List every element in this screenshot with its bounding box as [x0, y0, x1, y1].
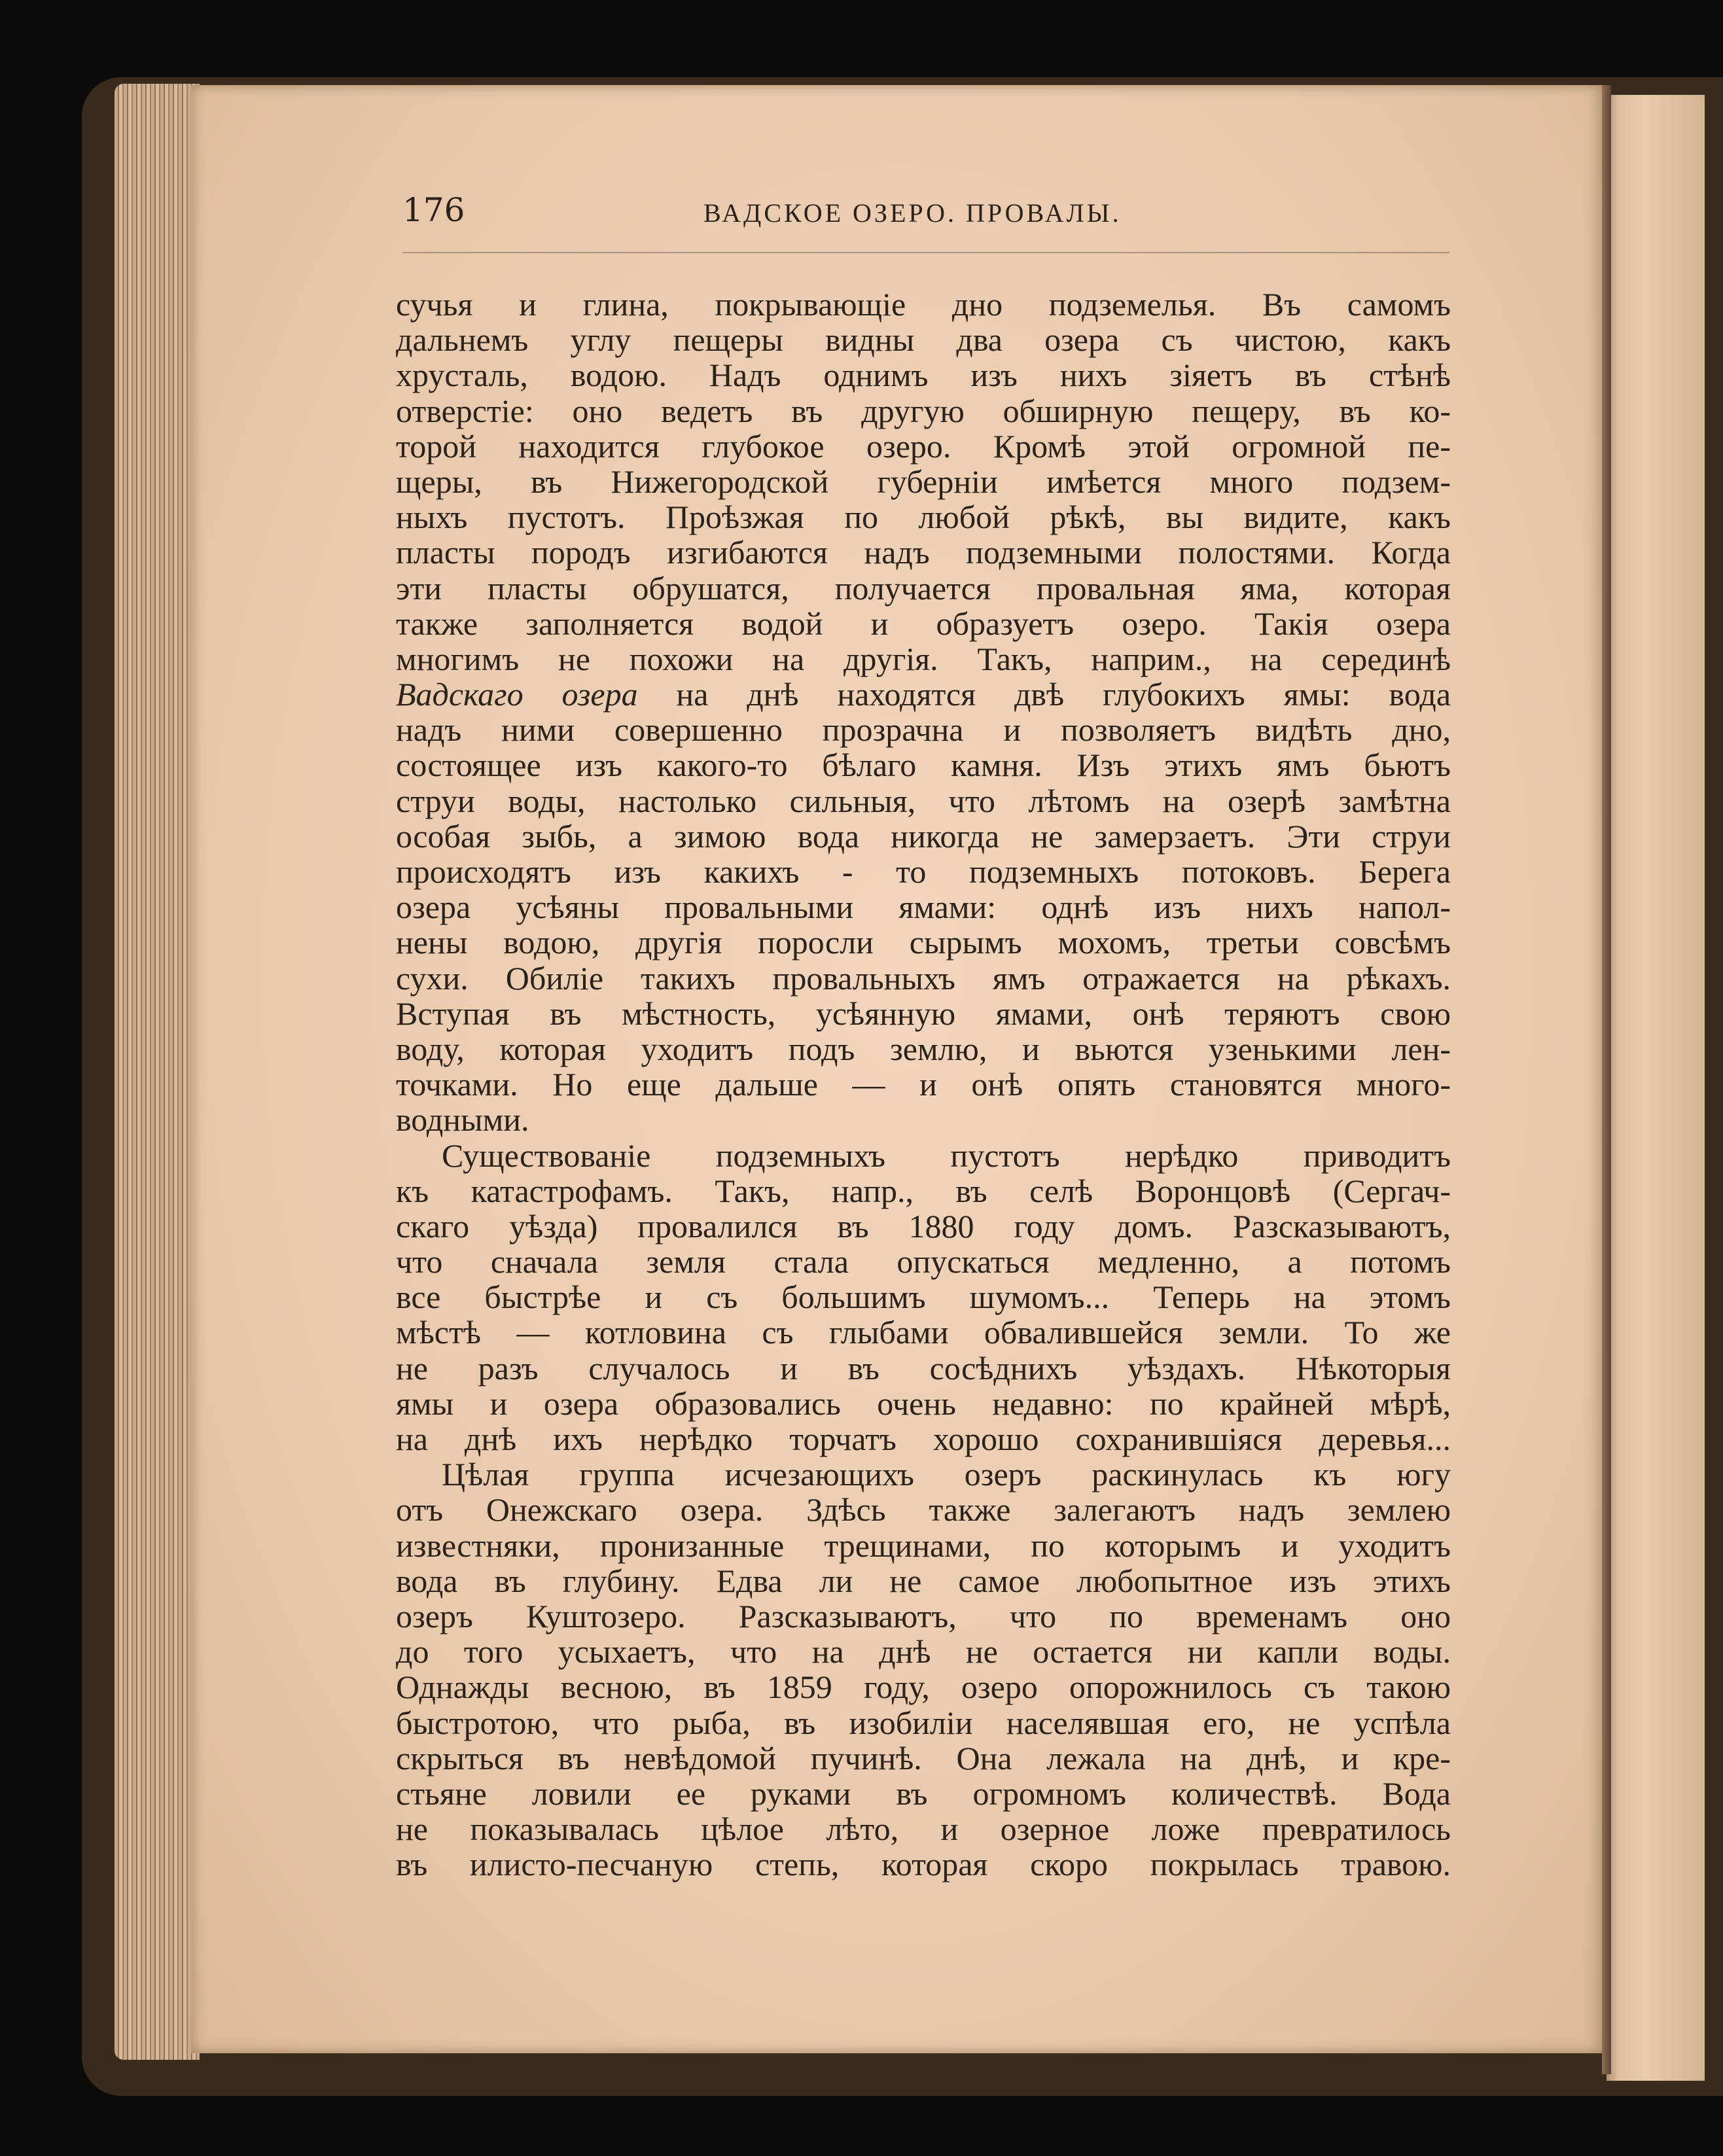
- text-line: ямы и озера образовались очень недавно: по крайней мѣрѣ,: [396, 1385, 1451, 1422]
- text-line-with-italic: [396, 677, 1451, 712]
- page-number: 176: [402, 191, 465, 229]
- text-line: водными.: [396, 1101, 529, 1139]
- italic-phrase: Вадскаго озера: [396, 676, 638, 713]
- text-line: дальнемъ углу пещеры видны два озера съ чистою, какъ: [396, 321, 1451, 359]
- paragraph-1: [396, 287, 1451, 1138]
- text-line: происходятъ изъ какихъ - то подземныхъ потоковъ. Берега: [396, 853, 1451, 890]
- text-line: мѣстѣ — котловина съ глыбами обвалившейся земли. То же: [396, 1314, 1451, 1351]
- body-text: [396, 287, 1451, 1882]
- text-line-rest: на днѣ находятся двѣ глубокихъ ямы: вода: [637, 676, 1451, 713]
- text-line: торой находится глубокое озеро. Кромѣ этой огромной пе-: [396, 427, 1451, 465]
- header-rule: [402, 252, 1449, 253]
- text-line: все быстрѣе и съ большимъ шумомъ... Теперь на этомъ: [396, 1279, 1451, 1316]
- text-line: что сначала земля стала опускаться медленно, а потомъ: [396, 1243, 1451, 1281]
- text-line: къ катастрофамъ. Такъ, напр., въ селѣ Воронцовѣ (Сергач-: [396, 1172, 1451, 1209]
- page-header: [402, 191, 1449, 243]
- text-line: сучья и глина, покрывающіе дно подземелья. Въ самомъ: [396, 286, 1451, 323]
- text-line: отверстіе: оно ведетъ въ другую обширную пещеру, въ ко-: [396, 392, 1451, 429]
- text-line: скаго уѣзда) провалился въ 1880 году домъ. Разсказываютъ,: [396, 1207, 1451, 1245]
- text-line: Однажды весною, въ 1859 году, озеро опорожнилось съ такою: [396, 1669, 1451, 1706]
- text-line: сухи. Обиліе такихъ провальныхъ ямъ отражается на рѣкахъ.: [396, 959, 1451, 997]
- text-line: хрусталь, водою. Надъ однимъ изъ нихъ зіяетъ въ стѣнѣ: [396, 357, 1451, 394]
- text-line: быстротою, что рыба, въ изобиліи населявшая его, не успѣла: [396, 1704, 1451, 1741]
- text-line: струи воды, настолько сильныя, что лѣтомъ на озерѣ замѣтна: [396, 782, 1451, 819]
- text-line: не разъ случалось и въ сосѣднихъ уѣздахъ. Нѣкоторыя: [396, 1349, 1451, 1387]
- text-line: озеръ Куштозеро. Разсказываютъ, что по временамъ оно: [396, 1597, 1451, 1635]
- text-line: скрыться въ невѣдомой пучинѣ. Она лежала на днѣ, и кре-: [396, 1739, 1451, 1776]
- paragraph-2: [396, 1138, 1451, 1457]
- text-line: эти пласты обрушатся, получается провальная яма, которая: [396, 569, 1451, 607]
- text-line: состоящее изъ какого-то бѣлаго камня. Изъ этихъ ямъ бьютъ: [396, 747, 1451, 784]
- text-line: надъ ними совершенно прозрачна и позволяетъ видѣть дно,: [396, 711, 1451, 749]
- text-line: на днѣ ихъ нерѣдко торчатъ хорошо сохранившіяся деревья...: [396, 1421, 1451, 1457]
- text-line: до того усыхаетъ, что на днѣ не остается ни капли воды.: [396, 1633, 1451, 1670]
- page-gutter: [1602, 85, 1611, 2074]
- text-line: въ илисто-песчаную степь, которая скоро покрылась травою.: [396, 1846, 1451, 1883]
- text-line: Существованіе подземныхъ пустотъ нерѣдко приводитъ: [442, 1137, 1451, 1174]
- running-head: ВАДСКОЕ ОЗЕРО. ПРОВАЛЫ.: [703, 198, 1122, 228]
- text-line: не показывалась цѣлое лѣто, и озерное ложе превратилось: [396, 1811, 1451, 1848]
- text-line: Вступая въ мѣстность, усѣянную ямами, онѣ теряютъ свою: [396, 995, 1451, 1032]
- text-line: стьяне ловили ее руками въ огромномъ количествѣ. Вода: [396, 1775, 1451, 1812]
- text-line: воду, которая уходитъ подъ землю, и вьются узенькими лен-: [396, 1030, 1451, 1067]
- text-line: многимъ не похожи на другія. Такъ, наприм., на серединѣ: [396, 640, 1451, 677]
- facing-page-edge: [1607, 95, 1705, 2081]
- text-line: отъ Онежскаго озера. Здѣсь также залегаютъ надъ землею: [396, 1491, 1451, 1529]
- text-line: пласты породъ изгибаются надъ подземными полостями. Когда: [396, 534, 1451, 571]
- text-line: точками. Но еще дальше — и онѣ опять становятся много-: [396, 1066, 1451, 1103]
- text-line: известняки, пронизанные трещинами, по которымъ и уходитъ: [396, 1527, 1451, 1564]
- text-line: также заполняется водой и образуетъ озеро. Такія озера: [396, 605, 1451, 642]
- text-line: нены водою, другія поросли сырымъ мохомъ, третьи совсѣмъ: [396, 924, 1451, 961]
- text-line: Цѣлая группа исчезающихъ озеръ раскинулась къ югу: [442, 1456, 1451, 1493]
- page-edges: [115, 84, 200, 2060]
- text-line: особая зыбь, а зимою вода никогда не замерзаетъ. Эти струи: [396, 817, 1451, 855]
- text-line: озера усѣяны провальными ямами: однѣ изъ нихъ напол-: [396, 889, 1451, 926]
- text-line: вода въ глубину. Едва ли не самое любопытное изъ этихъ: [396, 1562, 1451, 1599]
- paragraph-3: [396, 1457, 1451, 1882]
- text-line: щеры, въ Нижегородской губерніи имѣется много подзем-: [396, 463, 1451, 500]
- text-line: ныхъ пустотъ. Проѣзжая по любой рѣкѣ, вы видите, какъ: [396, 499, 1451, 536]
